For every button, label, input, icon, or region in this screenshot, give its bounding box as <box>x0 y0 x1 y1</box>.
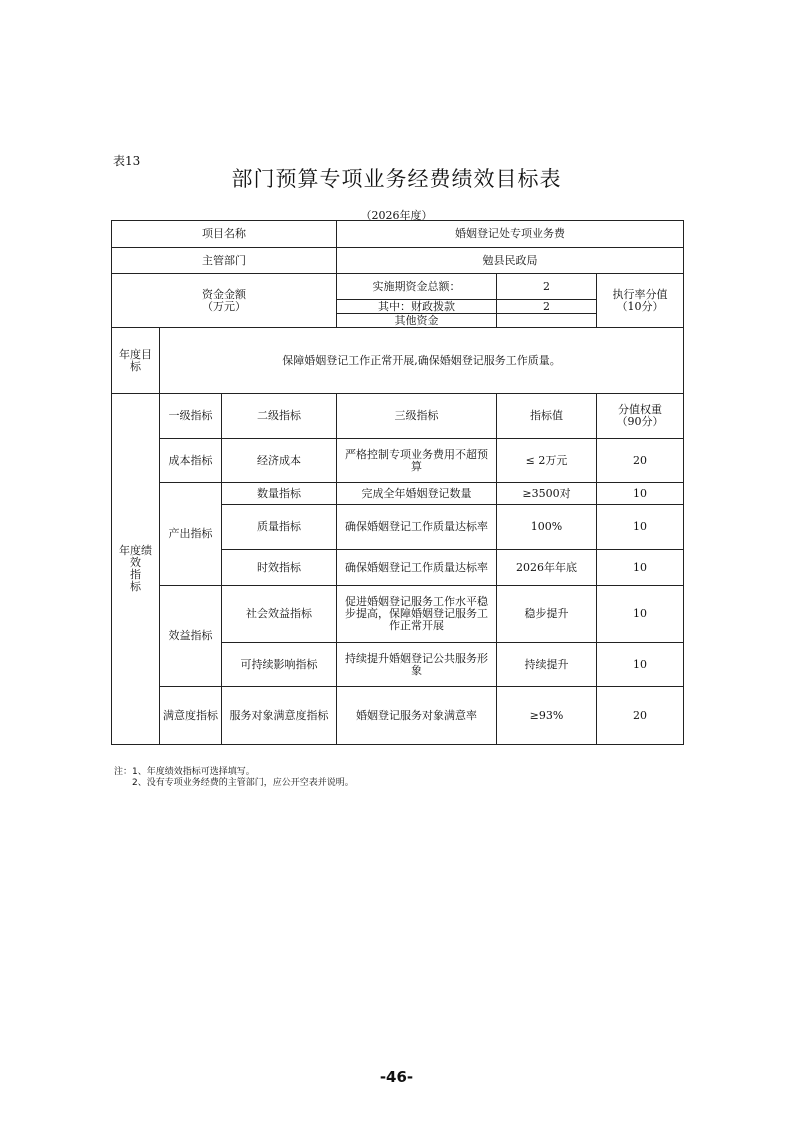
funds-total-value: 2 <box>497 274 597 300</box>
funds-label-line2: （万元） <box>202 299 246 313</box>
social-weight: 10 <box>597 586 684 643</box>
header-weight-line1: 分值权重 <box>618 403 662 416</box>
department-label: 主管部门 <box>112 248 337 274</box>
quality-value: 100% <box>497 505 597 550</box>
project-name-label: 项目名称 <box>112 221 337 248</box>
timeliness-value: 2026年年底 <box>497 550 597 586</box>
header-weight <box>597 394 684 439</box>
annual-goal-label: 年度目标 <box>112 328 160 394</box>
sustainable-level2: 可持续影响指标 <box>222 643 337 687</box>
performance-target-table <box>111 220 684 745</box>
header-level1: 一级指标 <box>160 394 222 439</box>
annual-indicator-group-label <box>112 394 163 745</box>
table-number: 表13 <box>113 154 141 168</box>
header-weight-line2: （90分） <box>616 415 664 428</box>
quantity-level3: 完成全年婚姻登记数量 <box>337 483 497 505</box>
project-name-row <box>112 221 684 248</box>
header-level3: 三级指标 <box>337 394 497 439</box>
quality-level3: 确保婚姻登记工作质量达标率 <box>337 505 497 550</box>
satisfaction-row <box>112 687 684 745</box>
funds-total-row <box>112 274 684 300</box>
timeliness-level3: 确保婚姻登记工作质量达标率 <box>337 550 497 586</box>
exec-rate-line2: （10分） <box>616 299 664 313</box>
benefit-level1: 效益指标 <box>160 586 222 687</box>
satisfaction-level2: 服务对象满意度指标 <box>222 687 337 745</box>
department-value: 勉县民政局 <box>337 248 684 274</box>
funds-label-line1: 资金金额 <box>202 287 246 301</box>
funds-other-value <box>497 314 597 328</box>
project-name-value: 婚姻登记处专项业务费 <box>337 221 684 248</box>
indicator-header-row <box>112 394 684 439</box>
timeliness-weight: 10 <box>597 550 684 586</box>
document-title: 部门预算专项业务经费绩效目标表 <box>231 167 562 191</box>
quality-level2: 质量指标 <box>222 505 337 550</box>
sustainable-weight: 10 <box>597 643 684 687</box>
satisfaction-weight: 20 <box>597 687 684 745</box>
funds-other-label: 其他资金 <box>337 314 497 328</box>
cost-weight: 20 <box>597 439 684 483</box>
funds-finance-label: 其中：财政拨款 <box>337 300 497 314</box>
cost-level1: 成本指标 <box>160 439 222 483</box>
satisfaction-level1: 满意度指标 <box>160 687 222 745</box>
cost-level2: 经济成本 <box>222 439 337 483</box>
output-quantity-row <box>112 483 684 505</box>
sustainable-level3: 持续提升婚姻登记公共服务形象 <box>337 643 497 687</box>
footnote-2: 2、没有专项业务经费的主管部门，应公开空表并说明。 <box>132 778 354 788</box>
social-level2: 社会效益指标 <box>222 586 337 643</box>
benefit-social-row <box>112 586 684 643</box>
annual-goal-row <box>112 328 684 394</box>
cost-row <box>112 439 684 483</box>
cost-value: ≤ 2万元 <box>497 439 597 483</box>
annual-goal-text: 保障婚姻登记工作正常开展,确保婚姻登记服务工作质量。 <box>160 328 684 394</box>
sustainable-value: 持续提升 <box>497 643 597 687</box>
satisfaction-level3: 婚姻登记服务对象满意率 <box>337 687 497 745</box>
social-value: 稳步提升 <box>497 586 597 643</box>
indicator-group-line2: 指 标 <box>130 568 163 593</box>
quality-weight: 10 <box>597 505 684 550</box>
social-level3: 促进婚姻登记服务工作水平稳步提高，保障婚姻登记服务工作正常开展 <box>337 586 497 643</box>
satisfaction-value: ≥93% <box>497 687 597 745</box>
footnote-1: 注：1、年度绩效指标可选择填写。 <box>114 767 255 777</box>
department-row <box>112 248 684 274</box>
exec-rate-score <box>597 274 684 328</box>
output-level1: 产出指标 <box>160 483 222 586</box>
timeliness-level2: 时效指标 <box>222 550 337 586</box>
page-number: -46- <box>379 1068 414 1086</box>
indicator-group-line1: 年度绩效 <box>119 544 152 569</box>
exec-rate-line1: 执行率分值 <box>612 287 668 301</box>
cost-level3: 严格控制专项业务费用不超预算 <box>337 439 497 483</box>
quantity-level2: 数量指标 <box>222 483 337 505</box>
quantity-value: ≥3500对 <box>497 483 597 505</box>
quantity-weight: 10 <box>597 483 684 505</box>
funds-finance-value: 2 <box>497 300 597 314</box>
header-value: 指标值 <box>497 394 597 439</box>
funds-total-label: 实施期资金总额： <box>337 274 497 300</box>
header-level2: 二级指标 <box>222 394 337 439</box>
funds-label <box>112 274 337 328</box>
year-note: （2026年度） <box>360 209 433 222</box>
